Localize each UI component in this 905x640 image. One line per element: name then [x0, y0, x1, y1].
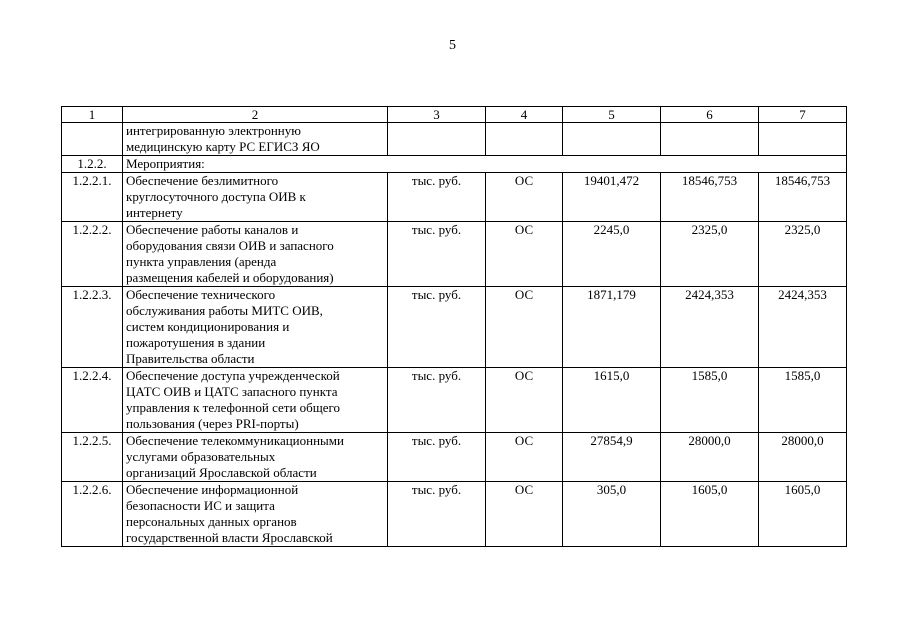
- row-number: [62, 123, 123, 156]
- table-row: [62, 173, 847, 222]
- value-col6: 28000,0: [661, 433, 759, 482]
- measure-name: Обеспечение безлимитного круглосуточного доступа ОИВ к интернету: [123, 173, 388, 222]
- value-col5: [563, 123, 661, 156]
- value-col7: 2325,0: [759, 222, 847, 287]
- value-col5: 2245,0: [563, 222, 661, 287]
- column-header: 5: [563, 107, 661, 123]
- table-row: [62, 368, 847, 433]
- section-title: Мероприятия:: [123, 156, 847, 173]
- table-row: [62, 482, 847, 547]
- unit-cell: [388, 123, 486, 156]
- value-col6: 1605,0: [661, 482, 759, 547]
- funding-source-cell: ОС: [486, 287, 563, 368]
- measure-name: Обеспечение информационной безопасности ИС и защита персональных данных органов государственной власти Ярославской: [123, 482, 388, 547]
- column-header: 3: [388, 107, 486, 123]
- table-row: [62, 287, 847, 368]
- value-col5: 27854,9: [563, 433, 661, 482]
- column-header: 2: [123, 107, 388, 123]
- funding-source-cell: ОС: [486, 173, 563, 222]
- value-col7: 18546,753: [759, 173, 847, 222]
- table-row: [62, 433, 847, 482]
- value-col6: [661, 123, 759, 156]
- unit-cell: тыс. руб.: [388, 222, 486, 287]
- column-header: 4: [486, 107, 563, 123]
- value-col7: 28000,0: [759, 433, 847, 482]
- value-col7: [759, 123, 847, 156]
- measure-name: Обеспечение телекоммуникационными услугами образовательных организаций Ярославской области: [123, 433, 388, 482]
- value-col7: 1585,0: [759, 368, 847, 433]
- measure-name: интегрированную электронную медицинскую карту РС ЕГИСЗ ЯО: [123, 123, 388, 156]
- value-col5: 1871,179: [563, 287, 661, 368]
- measure-name: Обеспечение технического обслуживания работы МИТС ОИВ, систем кондиционирования и пожаротушения в здании Правительства области: [123, 287, 388, 368]
- row-number: 1.2.2.2.: [62, 222, 123, 287]
- row-number: 1.2.2.: [62, 156, 123, 173]
- program-measures-table: [61, 106, 847, 547]
- page-number: 5: [449, 38, 456, 53]
- value-col7: 1605,0: [759, 482, 847, 547]
- row-number: 1.2.2.6.: [62, 482, 123, 547]
- measure-name: Обеспечение доступа учрежденческой ЦАТС ОИВ и ЦАТС запасного пункта управления к телефонной сети общего пользования (через PRI-порты): [123, 368, 388, 433]
- unit-cell: тыс. руб.: [388, 287, 486, 368]
- funding-source-cell: ОС: [486, 482, 563, 547]
- row-number: 1.2.2.3.: [62, 287, 123, 368]
- unit-cell: тыс. руб.: [388, 482, 486, 547]
- funding-source-cell: [486, 123, 563, 156]
- value-col5: 305,0: [563, 482, 661, 547]
- row-number: 1.2.2.5.: [62, 433, 123, 482]
- unit-cell: тыс. руб.: [388, 368, 486, 433]
- value-col6: 2325,0: [661, 222, 759, 287]
- measure-name: Обеспечение работы каналов и оборудования связи ОИВ и запасного пункта управления (аренда размещения кабелей и оборудования): [123, 222, 388, 287]
- column-header: 7: [759, 107, 847, 123]
- value-col5: 19401,472: [563, 173, 661, 222]
- value-col6: 2424,353: [661, 287, 759, 368]
- table-row: [62, 222, 847, 287]
- column-header: 1: [62, 107, 123, 123]
- funding-source-cell: ОС: [486, 222, 563, 287]
- value-col5: 1615,0: [563, 368, 661, 433]
- table-row: [62, 123, 847, 156]
- unit-cell: тыс. руб.: [388, 433, 486, 482]
- unit-cell: тыс. руб.: [388, 173, 486, 222]
- column-number-row: [62, 107, 847, 123]
- column-header: 6: [661, 107, 759, 123]
- value-col6: 18546,753: [661, 173, 759, 222]
- row-number: 1.2.2.1.: [62, 173, 123, 222]
- funding-source-cell: ОС: [486, 368, 563, 433]
- funding-source-cell: ОС: [486, 433, 563, 482]
- row-number: 1.2.2.4.: [62, 368, 123, 433]
- value-col7: 2424,353: [759, 287, 847, 368]
- value-col6: 1585,0: [661, 368, 759, 433]
- section-row: [62, 156, 847, 173]
